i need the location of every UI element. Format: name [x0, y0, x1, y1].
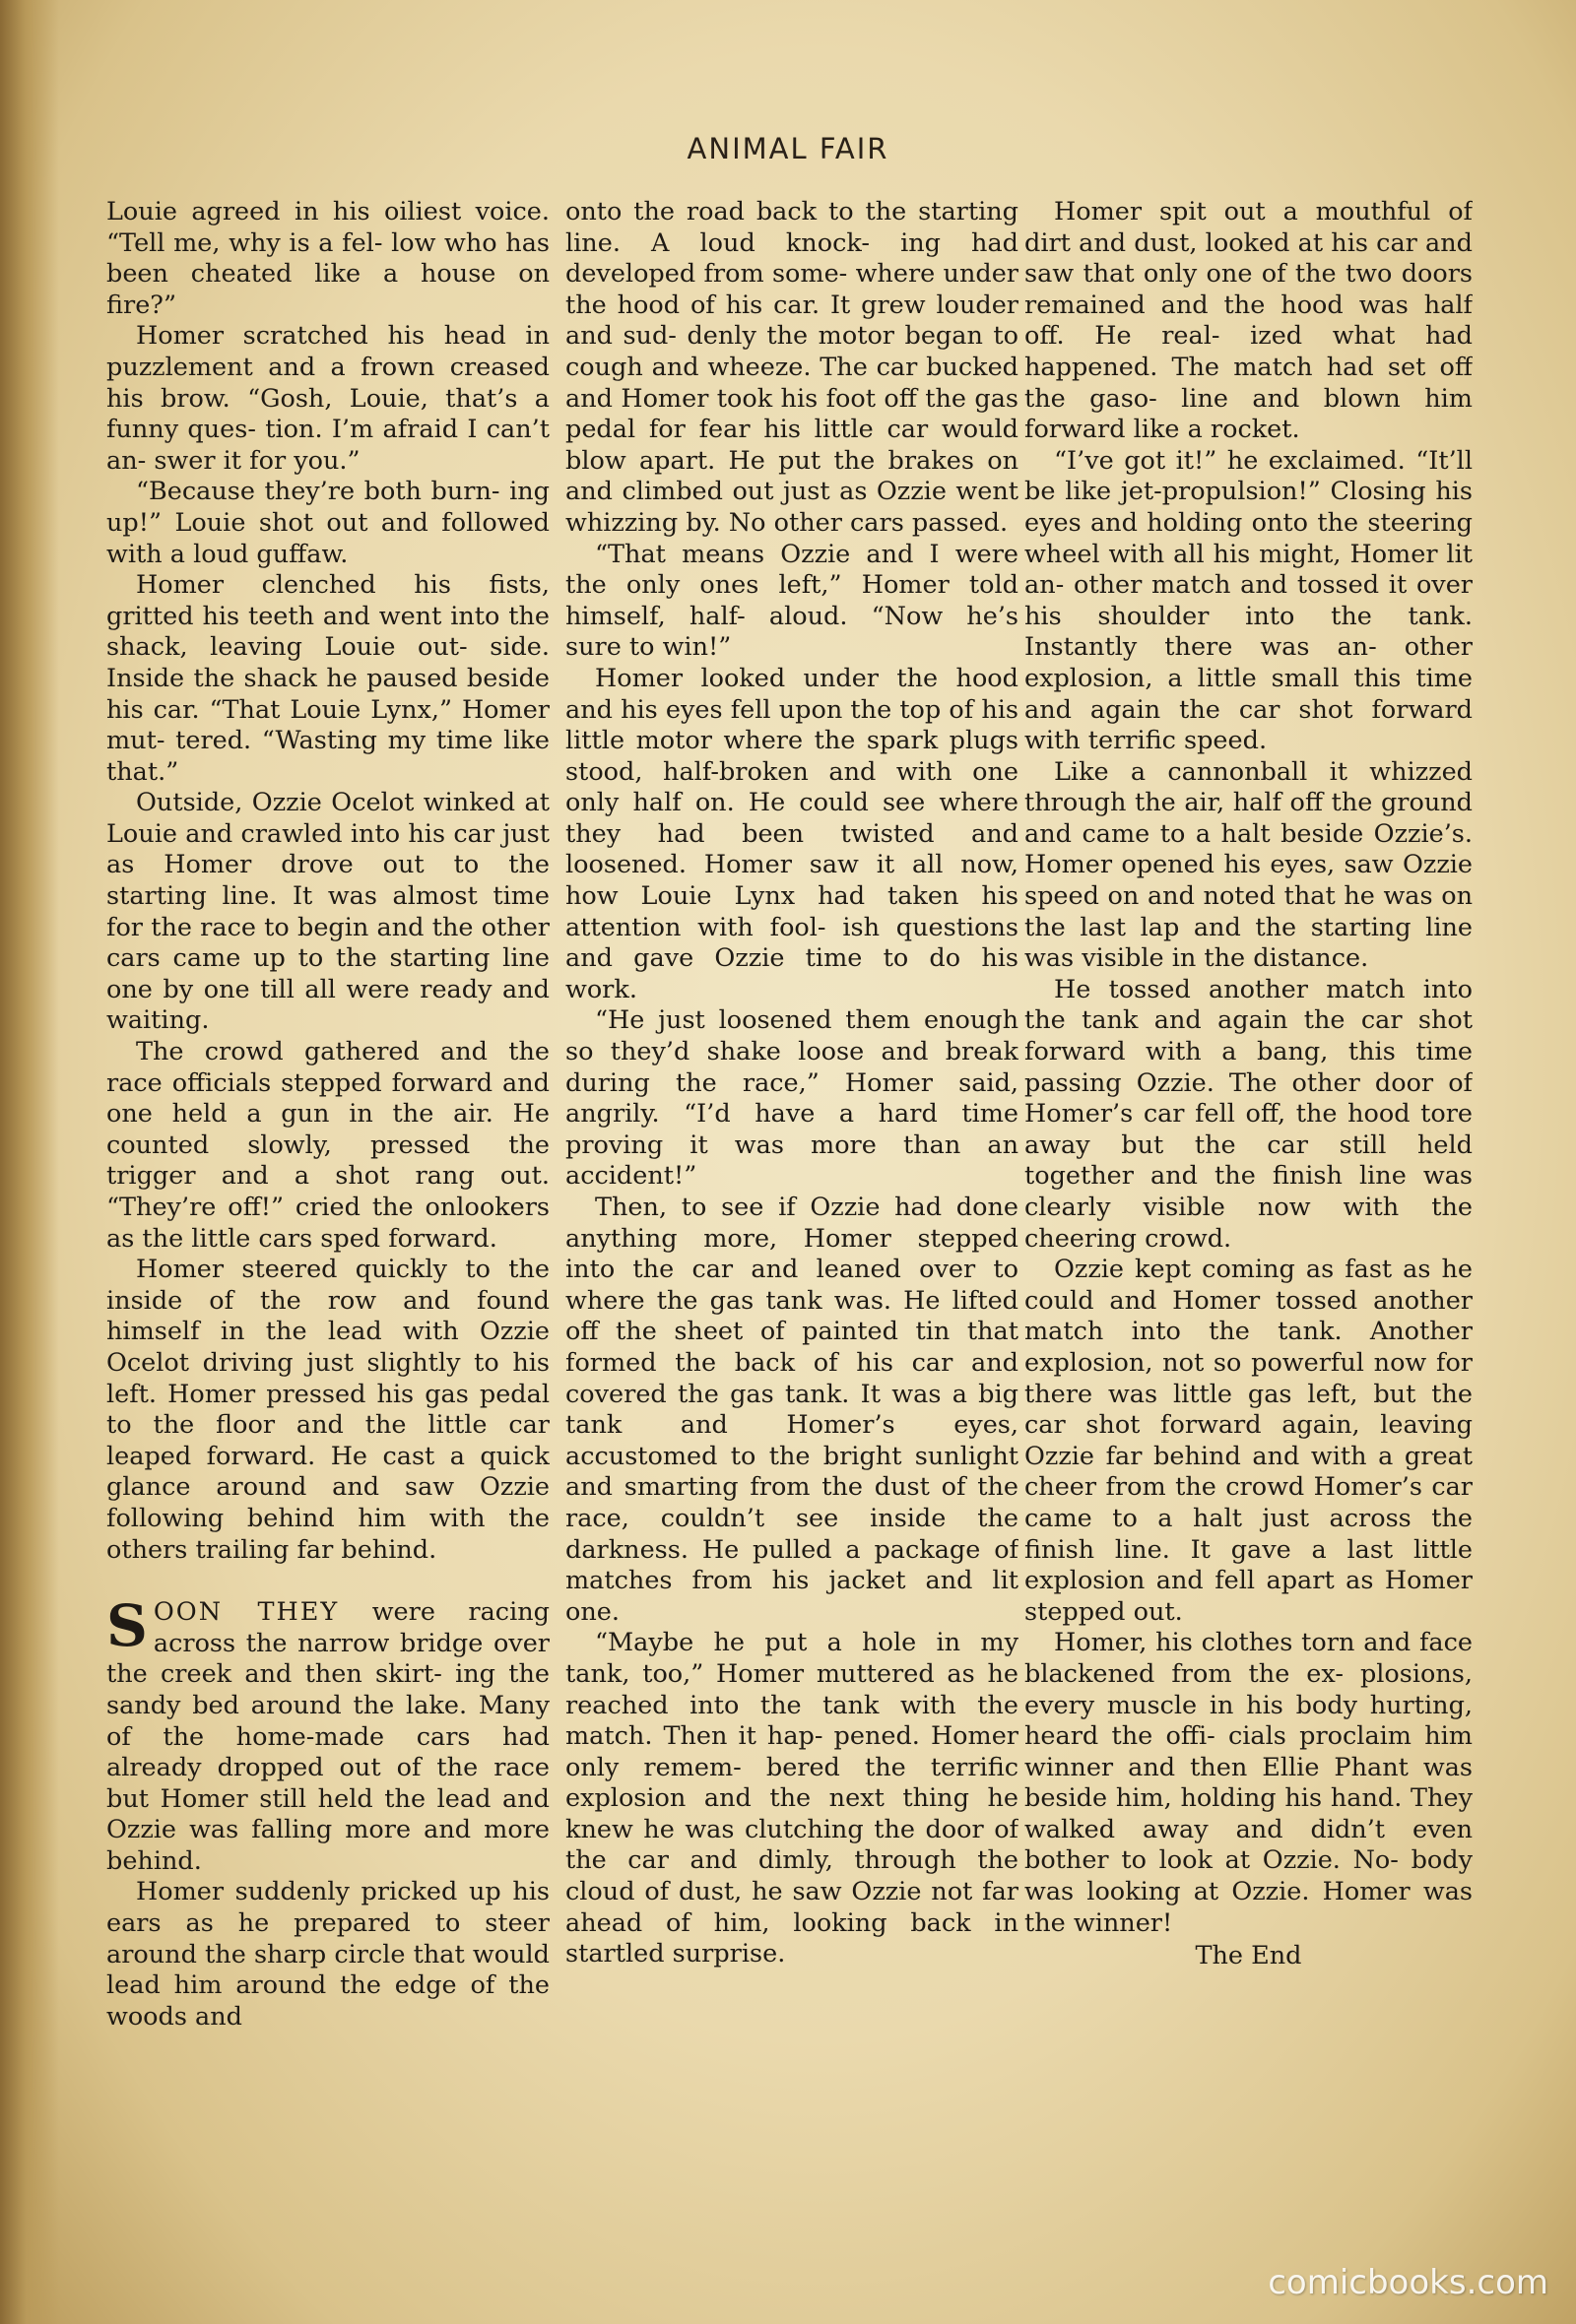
paragraph: Homer clenched his fists, gritted his teeth and went into the shack, leaving Louie out- side. Inside the shack he paused beside his car. “That Louie Lynx,” Homer mut- tered. “Wasting my time like that.”: [106, 570, 550, 787]
paragraph: Homer, his clothes torn and face blackened from the ex- plosions, every muscle in his body hurting, heard the offi- cials proclaim him winner and then Ellie Phant was beside him, holding his hand. They walked away and didn’t even bother to look at Ozzie. No- body was looking at Ozzie. Homer was the winner!: [1024, 1628, 1473, 1938]
paragraph: Like a cannonball it whizzed through the air, half off the ground and came to a halt beside Ozzie’s. Homer opened his eyes, saw Ozzie speed on and noted that he was on the last lap and the starting line was visible in the distance.: [1024, 756, 1473, 974]
paragraph: Then, to see if Ozzie had done anything more, Homer stepped into the car and leaned over to where the gas tank was. He lifted off the sheet of painted tin that formed the back of his car and covered the gas tank. It was a big tank and Homer’s eyes, accustomed to the bright sunlight and smarting from the dust of the race, couldn’t see inside the darkness. He pulled a package of matches from his jacket and lit one.: [565, 1193, 1018, 1627]
paragraph: Homer looked under the hood and his eyes fell upon the top of his little motor where the spark plugs stood, half-broken and with one only half on. He could see where they had been twisted and loosened. Homer saw it all now, how Louie Lynx had taken his attention with fool- ish questions and gave Ozzie time to do his work.: [565, 663, 1018, 1004]
section-start-paragraph: [106, 1592, 550, 1877]
paragraph: Homer steered quickly to the inside of the row and found himself in the lead with Ozzie Ocelot driving just slightly to his left. Homer pressed his gas pedal to the floor and the little car leaped forward. He cast a quick glance around and saw Ozzie following behind him with the others trailing far behind.: [106, 1255, 550, 1565]
paragraph: Ozzie kept coming as fast as he could and Homer tossed another match into the tank. Another explosion, not so powerful now for there was little gas left, but the car shot forward again, leaving Ozzie far behind and with a great cheer from the crowd Homer’s car came to a halt just across the finish line. It gave a last little explosion and fell apart as Homer stepped out.: [1024, 1255, 1473, 1627]
paragraph: Homer suddenly pricked up his ears as he prepared to steer around the sharp circle that would lead him around the edge of the woods and: [106, 1877, 550, 2032]
paragraph: Homer spit out a mouthful of dirt and dust, looked at his car and saw that only one of the two doors remained and the hood was half off. He real- ized what had happened. The match had set off the gaso- line and blown him forward like a rocket.: [1024, 197, 1473, 445]
drop-cap: S: [106, 1592, 148, 1660]
paragraph: “That means Ozzie and I were the only ones left,” Homer told himself, half- aloud. “Now he’s sure to win!”: [565, 539, 1018, 663]
paragraph: onto the road back to the starting line. A loud knock- ing had developed from some- where under the hood of his car. It grew louder and sud- denly the motor began to cough and wheeze. The car bucked and Homer took his foot off the gas pedal for fear his little car would blow apart. He put the brakes on and climbed out just as Ozzie went whizzing by. No other cars passed.: [565, 197, 1018, 538]
site-watermark: comicbooks.com: [1268, 2263, 1548, 2302]
paragraph: He tossed another match into the tank and again the car shot forward with a bang, this time passing Ozzie. The other door of Homer’s car fell off, the hood tore away but the car still held together and the finish line was clearly visible now with the cheering crowd.: [1024, 974, 1473, 1254]
text-column-2: [565, 197, 1018, 2206]
page-gutter-shadow: [0, 0, 59, 2324]
paragraph: “I’ve got it!” he exclaimed. “It’ll be like jet-propulsion!” Closing his eyes and holding onto the steering wheel with all his might, Homer lit an- other match and tossed it over his shoulder into the tank. Instantly there was an- other explosion, a little small this time and again the car shot forward with terrific speed.: [1024, 445, 1473, 756]
paragraph: “Maybe he put a hole in my tank, too,” Homer muttered as he reached into the tank with the match. Then it hap- pened. Homer only remem- bered the terrific explosion and the next thing he knew he was clutching the door of the car and dimly, through the cloud of dust, he saw Ozzie not far ahead of him, looking back in startled surprise.: [565, 1628, 1018, 1969]
small-caps-lead: OON THEY: [153, 1597, 340, 1628]
page-header: ANIMAL FAIR: [687, 132, 889, 165]
paragraph: Outside, Ozzie Ocelot winked at Louie and crawled into his car just as Homer drove out to the starting line. It was almost time for the race to begin and the other cars came up to the starting line one by one till all were ready and waiting.: [106, 788, 550, 1036]
paragraph-text: were racing across the narrow bridge over the creek and then skirt- ing the sandy bed around the lake. Many of the home-made cars had already dropped out of the race but Homer still held the lead and Ozzie was falling more and more behind.: [106, 1597, 550, 1876]
the-end-label: The End: [1195, 1941, 1302, 1971]
text-column-1: [106, 197, 550, 2206]
paragraph: “He just loosened them enough so they’d shake loose and break during the race,” Homer said, angrily. “I’d have a hard time proving it was more than an accident!”: [565, 1005, 1018, 1192]
paragraph: “Because they’re both burn- ing up!” Louie shot out and followed with a loud guffaw.: [106, 477, 550, 569]
paragraph: Louie agreed in his oiliest voice. “Tell me, why is a fel- low who has been cheated like a house on fire?”: [106, 197, 550, 320]
paragraph: Homer scratched his head in puzzlement and a frown creased his brow. “Gosh, Louie, that’s a funny ques- tion. I’m afraid I can’t an- swer it for you.”: [106, 321, 550, 476]
paragraph: The crowd gathered and the race officials stepped forward and one held a gun in the air. He counted slowly, pressed the trigger and a shot rang out. “They’re off!” cried the onlookers as the little cars sped forward.: [106, 1037, 550, 1254]
text-column-3: [1024, 197, 1473, 2206]
